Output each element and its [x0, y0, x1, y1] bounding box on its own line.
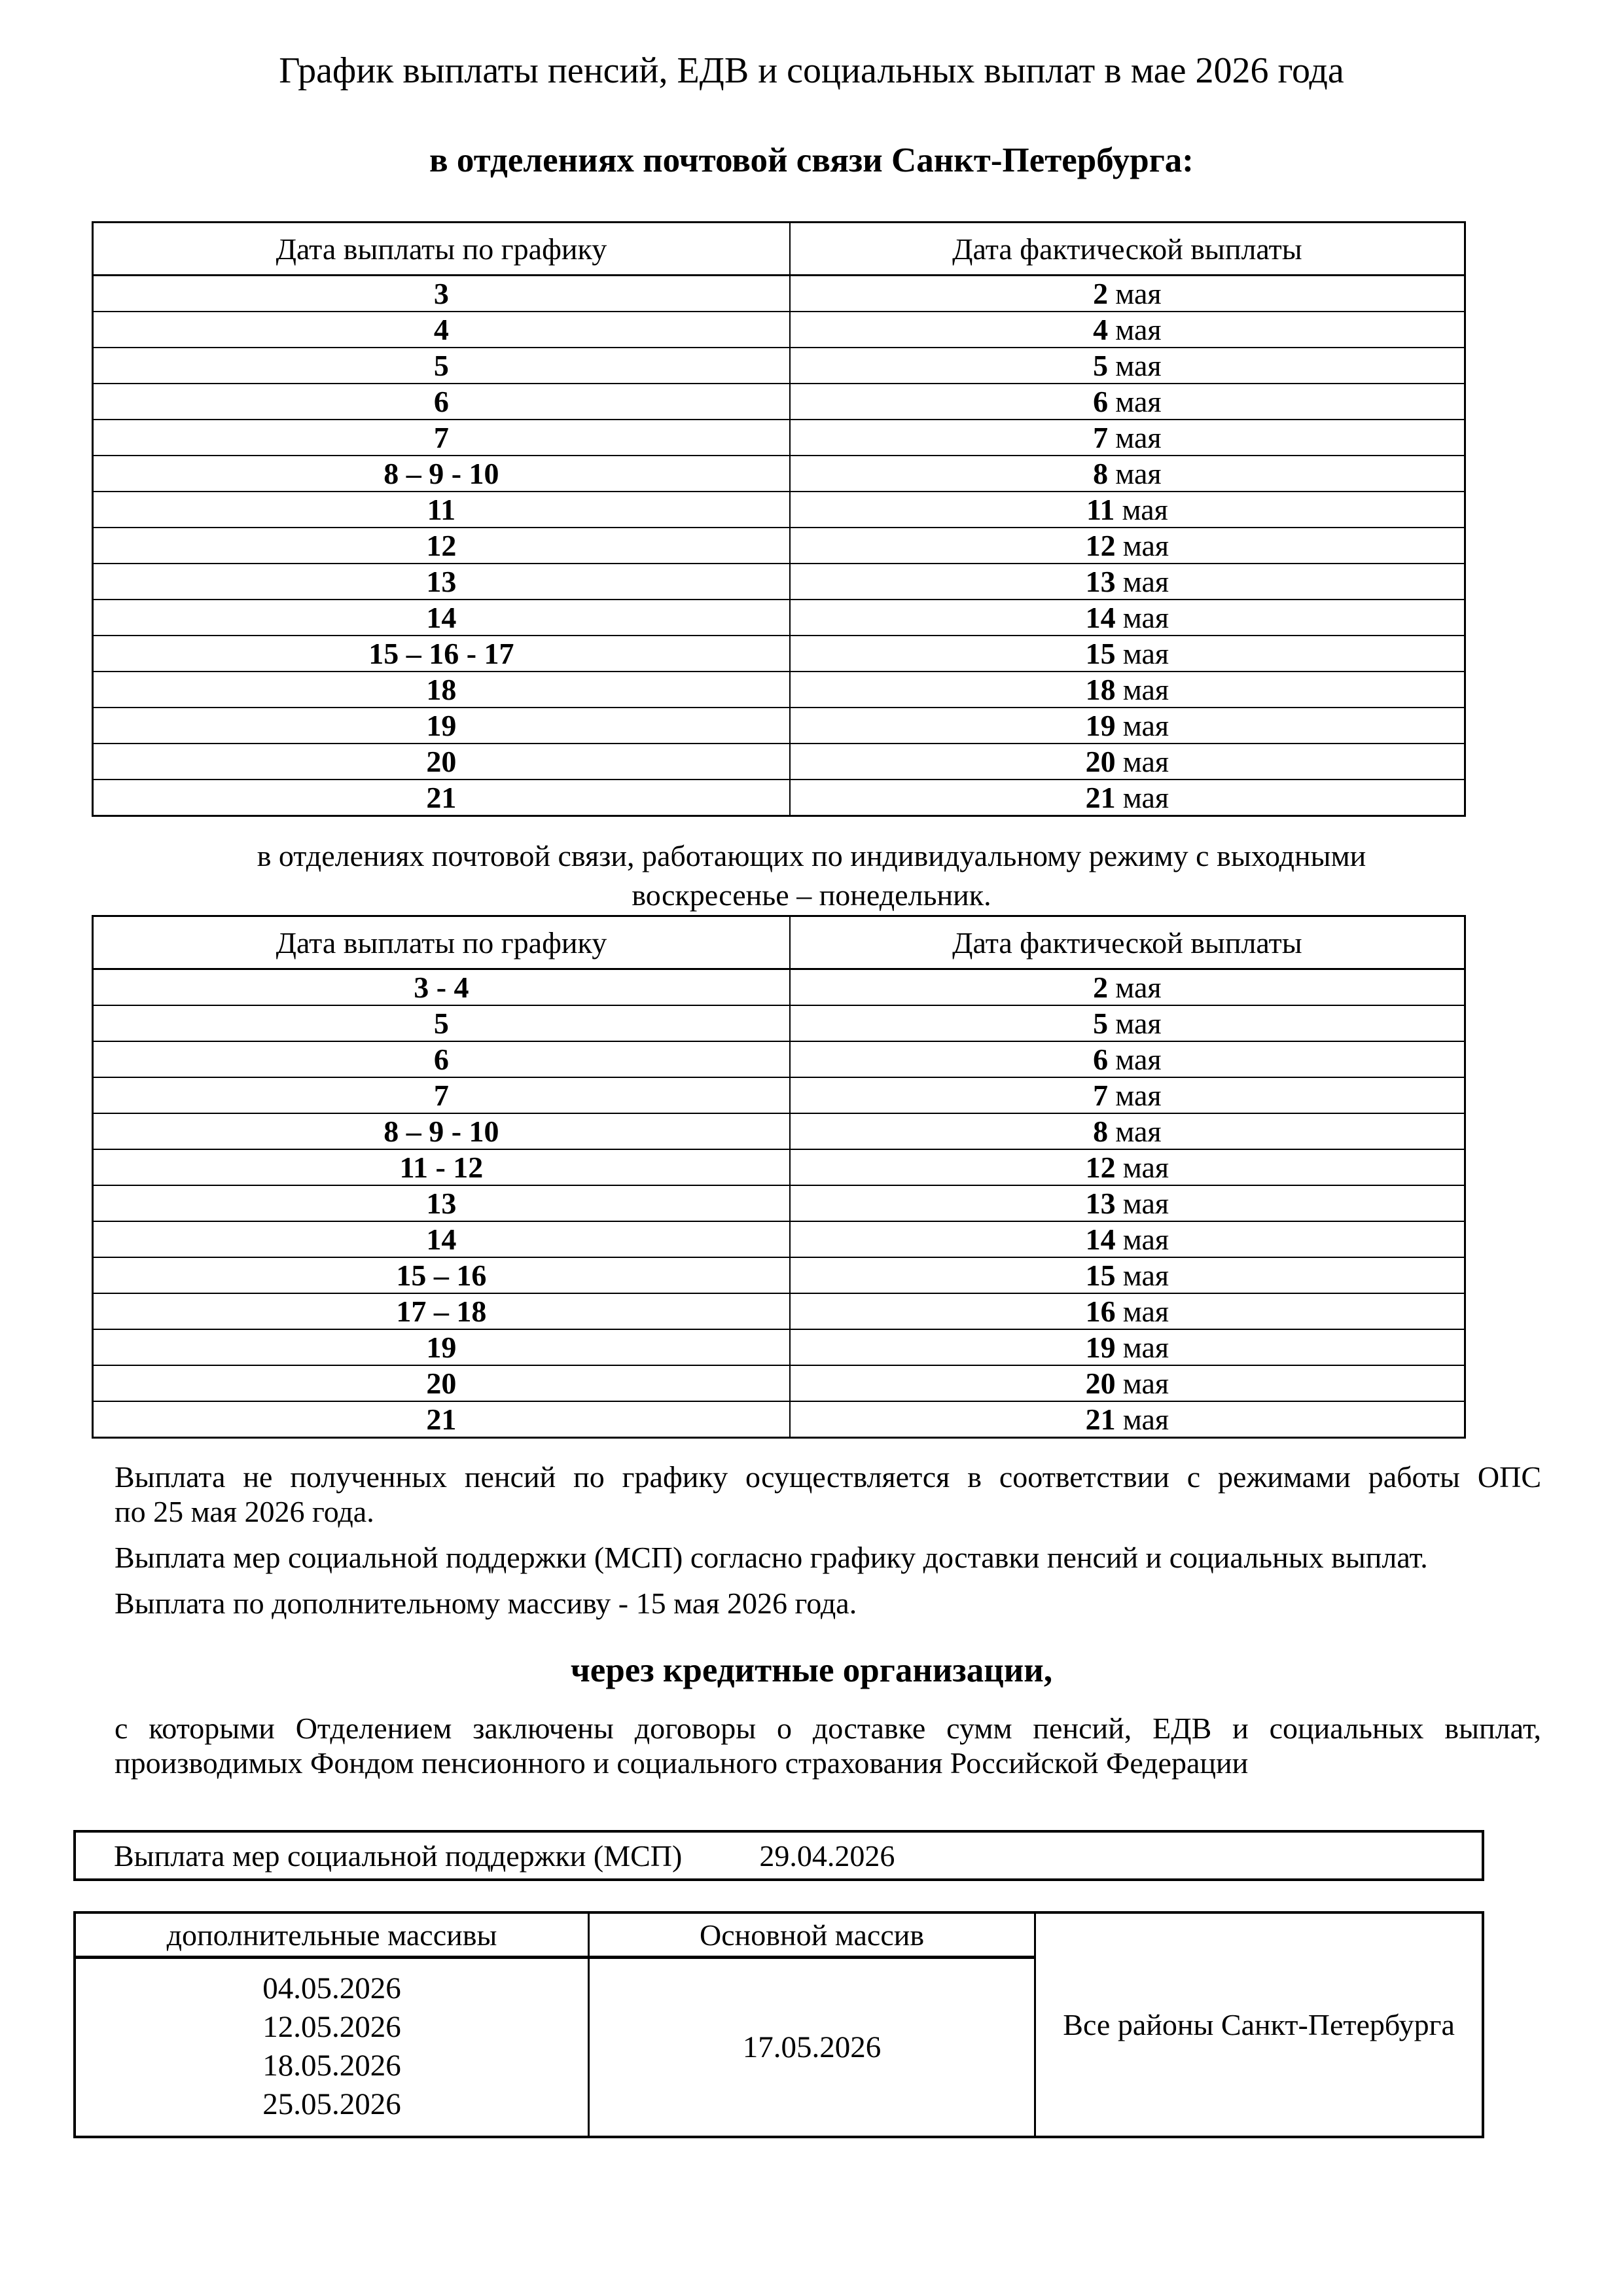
scheduled-day: 12	[426, 529, 457, 562]
additional-array-date: 04.05.2026	[262, 1971, 401, 2005]
scheduled-day: 8 – 9 - 10	[383, 1115, 499, 1148]
main-array-date: 17.05.2026	[742, 2030, 882, 2064]
month-word: мая	[1122, 637, 1169, 670]
schedule-row	[93, 708, 1465, 744]
scheduled-day: 14	[426, 601, 457, 634]
credit-delivery-table	[73, 1911, 1484, 2138]
scheduled-date-cell	[93, 1041, 790, 1077]
scheduled-date-cell	[93, 456, 790, 492]
scheduled-date-cell	[93, 312, 790, 348]
scheduled-date-cell	[93, 1185, 790, 1221]
actual-date-cell	[790, 348, 1465, 384]
actual-day: 14	[1085, 1223, 1116, 1256]
scheduled-day: 13	[426, 1187, 457, 1220]
credit-organizations-paragraph	[115, 1711, 1541, 1780]
actual-date-cell	[790, 456, 1465, 492]
scheduled-day: 14	[426, 1223, 457, 1256]
scheduled-date-cell	[93, 1401, 790, 1438]
scheduled-day: 17 – 18	[396, 1295, 487, 1328]
schedule-row	[93, 969, 1465, 1006]
actual-day: 15	[1085, 1259, 1116, 1292]
month-word: мая	[1122, 601, 1169, 634]
month-word: мая	[1115, 1115, 1162, 1148]
schedule-row	[93, 384, 1465, 420]
scheduled-date-cell	[93, 1077, 790, 1113]
scheduled-day: 3 - 4	[414, 971, 469, 1004]
scheduled-date-cell	[93, 276, 790, 312]
scheduled-day: 5	[433, 1007, 449, 1040]
schedule-row	[93, 636, 1465, 672]
additional-array-date: 25.05.2026	[262, 2087, 401, 2121]
actual-day: 5	[1093, 1007, 1109, 1040]
region-cell: Все районы Санкт-Петербурга	[1035, 1912, 1483, 2137]
scheduled-day: 15 – 16	[396, 1259, 487, 1292]
actual-date-cell	[790, 384, 1465, 420]
scheduled-day: 18	[426, 673, 457, 706]
msp-payment-date: 29.04.2026	[759, 1839, 895, 1873]
schedule-row	[93, 348, 1465, 384]
individual-regime-note	[0, 836, 1623, 915]
actual-day: 19	[1085, 709, 1116, 742]
scheduled-day: 8 – 9 - 10	[383, 457, 499, 490]
month-word: мая	[1115, 457, 1162, 490]
schedule-row	[93, 312, 1465, 348]
actual-date-cell	[790, 1293, 1465, 1329]
scheduled-day: 3	[433, 277, 449, 310]
actual-date-header: Дата фактической выплаты	[790, 916, 1465, 969]
actual-day: 4	[1093, 313, 1109, 346]
month-word: мая	[1115, 313, 1162, 346]
msp-schedule-note: Выплата мер социальной поддержки (МСП) согласно графику доставки пенсий и социальных выплат.	[115, 1541, 1428, 1574]
scheduled-day: 19	[426, 1331, 457, 1364]
actual-day: 11	[1086, 493, 1115, 526]
actual-date-cell	[790, 708, 1465, 744]
month-word: мая	[1122, 1151, 1169, 1184]
scheduled-day: 21	[426, 1403, 457, 1436]
month-word: мая	[1115, 349, 1162, 382]
page-title: График выплаты пенсий, ЕДВ и социальных выплат в мае 2026 года	[279, 50, 1344, 91]
scheduled-date-cell	[93, 600, 790, 636]
page-subtitle: в отделениях почтовой связи Санкт-Петербурга:	[429, 141, 1194, 179]
schedule-row	[93, 564, 1465, 600]
scheduled-date-cell	[93, 1329, 790, 1365]
actual-day: 8	[1093, 1115, 1109, 1148]
schedule-row	[93, 780, 1465, 816]
actual-day: 12	[1085, 1151, 1116, 1184]
month-word: мая	[1122, 1259, 1169, 1292]
actual-day: 2	[1093, 277, 1109, 310]
month-word: мая	[1122, 1187, 1169, 1220]
actual-date-cell	[790, 780, 1465, 816]
additional-arrays-header: дополнительные массивы	[75, 1912, 588, 1958]
actual-day: 2	[1093, 971, 1109, 1004]
additional-array-note: Выплата по дополнительному массиву - 15 мая 2026 года.	[115, 1587, 857, 1620]
actual-day: 13	[1085, 565, 1116, 598]
actual-day: 21	[1085, 1403, 1116, 1436]
additional-arrays-dates-cell	[75, 1958, 588, 2138]
msp-payment-box	[73, 1830, 1484, 1881]
scheduled-day: 7	[433, 1079, 449, 1112]
month-word: мая	[1122, 1295, 1169, 1328]
schedule-row	[93, 744, 1465, 780]
scheduled-date-cell	[93, 1005, 790, 1041]
schedule-row	[93, 1113, 1465, 1149]
unreceived-pensions-note-line2: по 25 мая 2026 года.	[115, 1495, 374, 1528]
scheduled-day: 7	[433, 421, 449, 454]
actual-day: 6	[1093, 1043, 1109, 1076]
month-word: мая	[1115, 421, 1162, 454]
actual-date-cell	[790, 969, 1465, 1006]
scheduled-date-cell	[93, 1257, 790, 1293]
month-word: мая	[1122, 781, 1169, 814]
msp-payment-label: Выплата мер социальной поддержки (МСП)	[114, 1839, 683, 1873]
scheduled-day: 21	[426, 781, 457, 814]
month-word: мая	[1115, 1043, 1162, 1076]
scheduled-date-header: Дата выплаты по графику	[93, 223, 790, 276]
notes-section	[115, 1460, 1541, 1621]
actual-date-header: Дата фактической выплаты	[790, 223, 1465, 276]
actual-day: 19	[1085, 1331, 1116, 1364]
scheduled-day: 19	[426, 709, 457, 742]
actual-day: 7	[1093, 421, 1109, 454]
month-word: мая	[1115, 277, 1162, 310]
schedule-row	[93, 276, 1465, 312]
actual-date-cell	[790, 1329, 1465, 1365]
actual-date-cell	[790, 672, 1465, 708]
unreceived-pensions-note-line1: Выплата не полученных пенсий по графику осуществляется в соответствии с режимами работы ОПС	[115, 1460, 1541, 1494]
actual-day: 12	[1085, 529, 1116, 562]
schedule-row	[93, 1401, 1465, 1438]
actual-date-cell	[790, 1149, 1465, 1185]
schedule-row	[93, 1365, 1465, 1401]
month-word: мая	[1122, 1367, 1169, 1400]
actual-day: 20	[1085, 745, 1116, 778]
actual-date-cell	[790, 492, 1465, 528]
scheduled-day: 4	[433, 313, 449, 346]
month-word: мая	[1122, 709, 1169, 742]
actual-date-cell	[790, 528, 1465, 564]
scheduled-day: 6	[433, 385, 449, 418]
scheduled-day: 20	[426, 745, 457, 778]
schedule-row	[93, 492, 1465, 528]
post-office-schedule-table	[92, 221, 1466, 817]
month-word: мая	[1122, 1331, 1169, 1364]
actual-day: 5	[1093, 349, 1109, 382]
credit-table-header-row	[75, 1912, 1483, 1958]
schedule-row	[93, 1077, 1465, 1113]
actual-day: 14	[1085, 601, 1116, 634]
scheduled-day: 20	[426, 1367, 457, 1400]
scheduled-day: 13	[426, 565, 457, 598]
scheduled-date-cell	[93, 1149, 790, 1185]
header-row	[93, 916, 1465, 969]
schedule-row	[93, 1221, 1465, 1257]
month-word: мая	[1115, 1079, 1162, 1112]
scheduled-date-cell	[93, 528, 790, 564]
individual-regime-note-line2: воскресенье – понедельник.	[632, 878, 991, 912]
actual-date-cell	[790, 420, 1465, 456]
actual-date-cell	[790, 636, 1465, 672]
actual-date-cell	[790, 1005, 1465, 1041]
month-word: мая	[1122, 673, 1169, 706]
scheduled-day: 6	[433, 1043, 449, 1076]
scheduled-day: 15 – 16 - 17	[368, 637, 514, 670]
credit-organizations-heading: через кредитные организации,	[570, 1651, 1053, 1689]
scheduled-day: 5	[433, 349, 449, 382]
schedule-row	[93, 1005, 1465, 1041]
actual-date-cell	[790, 1365, 1465, 1401]
additional-array-date: 18.05.2026	[262, 2049, 401, 2083]
scheduled-date-cell	[93, 564, 790, 600]
month-word: мая	[1115, 1007, 1162, 1040]
header-row	[93, 223, 1465, 276]
schedule-row	[93, 456, 1465, 492]
actual-day: 8	[1093, 457, 1109, 490]
actual-day: 16	[1085, 1295, 1116, 1328]
actual-day: 15	[1085, 637, 1116, 670]
scheduled-date-cell	[93, 1221, 790, 1257]
actual-day: 7	[1093, 1079, 1109, 1112]
scheduled-date-cell	[93, 384, 790, 420]
credit-paragraph-line1: с которыми Отделением заключены договоры о доставке сумм пенсий, ЕДВ и социальных выплат,	[115, 1712, 1541, 1745]
month-word: мая	[1122, 493, 1168, 526]
scheduled-date-cell	[93, 1365, 790, 1401]
credit-paragraph-line2: производимых Фондом пенсионного и социального страхования Российской Федерации	[115, 1746, 1249, 1780]
scheduled-date-cell	[93, 1113, 790, 1149]
schedule-row	[93, 1257, 1465, 1293]
actual-date-cell	[790, 744, 1465, 780]
scheduled-date-cell	[93, 708, 790, 744]
additional-array-date: 12.05.2026	[262, 2010, 401, 2044]
actual-date-cell	[790, 1113, 1465, 1149]
scheduled-date-cell	[93, 969, 790, 1006]
schedule-row	[93, 1041, 1465, 1077]
main-array-date-cell	[588, 1958, 1035, 2138]
schedule-row	[93, 420, 1465, 456]
schedule-row	[93, 1149, 1465, 1185]
month-word: мая	[1122, 529, 1169, 562]
month-word: мая	[1122, 565, 1169, 598]
actual-date-cell	[790, 312, 1465, 348]
scheduled-date-cell	[93, 672, 790, 708]
actual-day: 6	[1093, 385, 1109, 418]
actual-date-cell	[790, 600, 1465, 636]
actual-date-cell	[790, 1185, 1465, 1221]
scheduled-date-header: Дата выплаты по графику	[93, 916, 790, 969]
individual-regime-schedule-table	[92, 915, 1466, 1439]
scheduled-date-cell	[93, 492, 790, 528]
scheduled-day: 11 - 12	[399, 1151, 484, 1184]
actual-day: 18	[1085, 673, 1116, 706]
schedule-row	[93, 672, 1465, 708]
actual-day: 21	[1085, 781, 1116, 814]
actual-date-cell	[790, 1077, 1465, 1113]
scheduled-date-cell	[93, 348, 790, 384]
actual-date-cell	[790, 276, 1465, 312]
actual-date-cell	[790, 1221, 1465, 1257]
schedule-row	[93, 1329, 1465, 1365]
individual-regime-note-line1: в отделениях почтовой связи, работающих по индивидуальному режиму с выходными	[257, 839, 1366, 872]
actual-day: 13	[1085, 1187, 1116, 1220]
scheduled-day: 11	[427, 493, 456, 526]
month-word: мая	[1122, 1223, 1169, 1256]
actual-date-cell	[790, 1257, 1465, 1293]
scheduled-date-cell	[93, 636, 790, 672]
schedule-row	[93, 1293, 1465, 1329]
actual-day: 20	[1085, 1367, 1116, 1400]
month-word: мая	[1115, 385, 1162, 418]
scheduled-date-cell	[93, 744, 790, 780]
main-array-header: Основной массив	[588, 1912, 1035, 1958]
actual-date-cell	[790, 564, 1465, 600]
scheduled-date-cell	[93, 1293, 790, 1329]
schedule-row	[93, 1185, 1465, 1221]
schedule-row	[93, 600, 1465, 636]
actual-date-cell	[790, 1041, 1465, 1077]
schedule-row	[93, 528, 1465, 564]
month-word: мая	[1122, 1403, 1169, 1436]
month-word: мая	[1122, 745, 1169, 778]
actual-date-cell	[790, 1401, 1465, 1438]
month-word: мая	[1115, 971, 1162, 1004]
scheduled-date-cell	[93, 420, 790, 456]
scheduled-date-cell	[93, 780, 790, 816]
